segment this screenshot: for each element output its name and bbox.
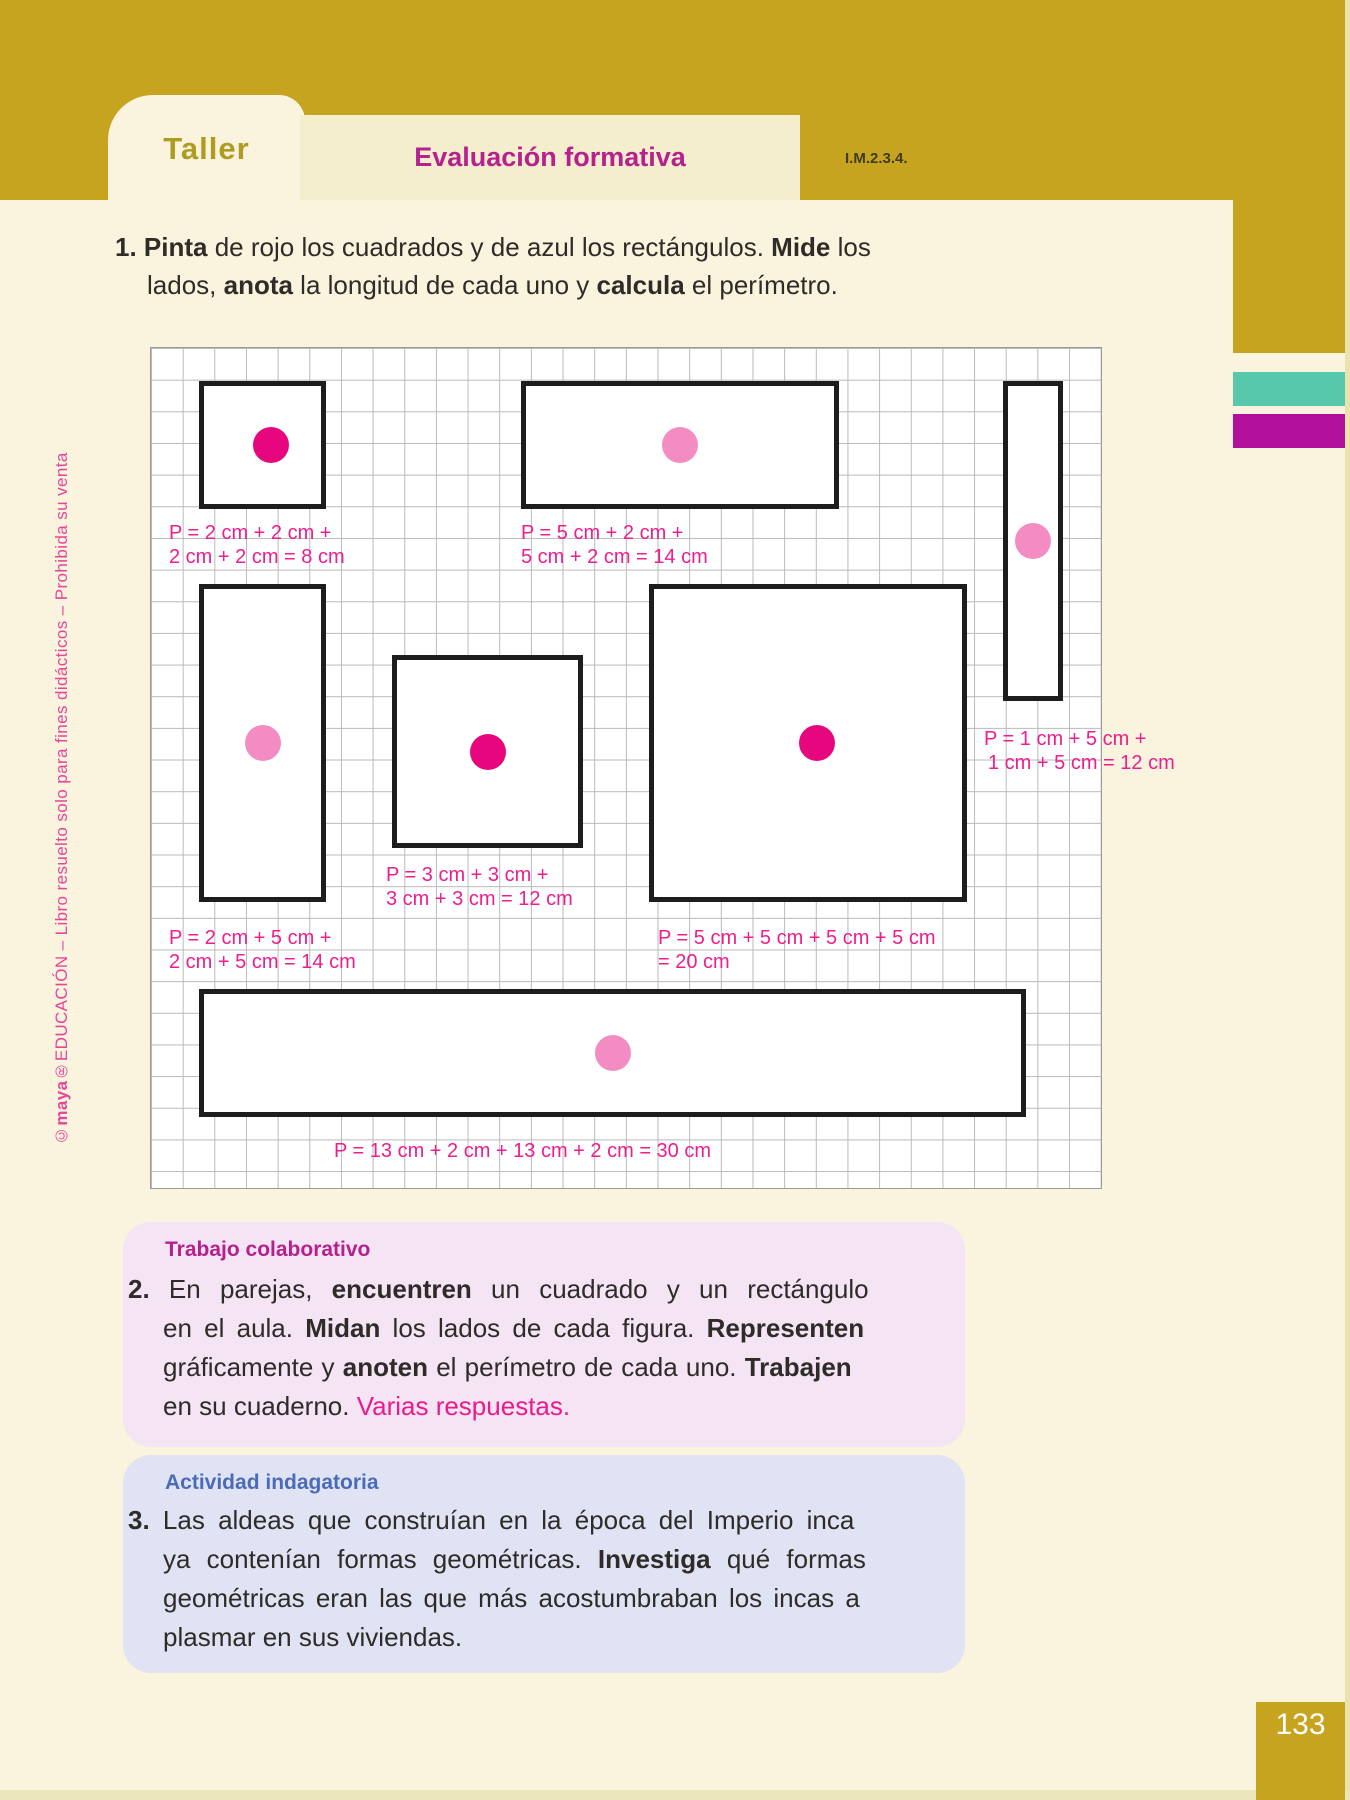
purple-index-bar bbox=[1233, 414, 1345, 448]
exercise3-line1: 3. Las aldeas que construían en la época del Imperio inca bbox=[128, 1505, 855, 1535]
exercise1-number: 1. bbox=[115, 232, 137, 262]
exercise2-line2: en el aula. Midan los lados de cada figura. Representen bbox=[163, 1313, 865, 1343]
section-band-label: Evaluación formativa bbox=[414, 142, 686, 172]
copyright-sidebar-text: ©maya®EDUCACIÓN – Libro resuelto solo para fines didácticos – Prohibida su venta bbox=[52, 452, 71, 1145]
page-number-block bbox=[1256, 1702, 1345, 1800]
paint-dot-light-pink bbox=[662, 427, 698, 463]
exercise2-number: 2. bbox=[128, 1274, 150, 1304]
shape-square-3cm[interactable] bbox=[392, 655, 583, 848]
perimeter-label-rect-2x5: P = 2 cm + 5 cm + 2 cm + 5 cm = 14 cm bbox=[169, 927, 356, 973]
paint-dot-light-pink bbox=[245, 725, 281, 761]
inquiry-activity-title: Actividad indagatoria bbox=[165, 1471, 379, 1494]
publisher-logo-text: maya bbox=[52, 1080, 71, 1126]
paint-dot-light-pink bbox=[1015, 523, 1051, 559]
shape-rect-5x2[interactable] bbox=[521, 381, 839, 509]
header-gold-right-block bbox=[1233, 0, 1345, 353]
exercise3-line2: ya contenían formas geométricas. Investiga qué formas bbox=[163, 1544, 866, 1574]
perimeter-label-rect-5x2: P = 5 cm + 2 cm + 5 cm + 2 cm = 14 cm bbox=[521, 522, 708, 568]
exercise1-line1: 1. Pinta de rojo los cuadrados y de azul los rectángulos. Mide los bbox=[115, 232, 871, 262]
squared-grid bbox=[150, 347, 1175, 1189]
perimeter-label-square-5cm: P = 5 cm + 5 cm + 5 cm + 5 cm = 20 cm bbox=[658, 927, 936, 973]
exercise3-line4: plasmar en sus viviendas. bbox=[163, 1622, 463, 1652]
paint-dot-light-pink bbox=[595, 1035, 631, 1071]
bottom-edge-strip bbox=[0, 1790, 1350, 1800]
page-number: 133 bbox=[1275, 1708, 1326, 1741]
shape-square-5cm[interactable] bbox=[649, 584, 967, 902]
tab-taller-label: Taller bbox=[163, 131, 250, 166]
exercise2-line1: 2. En parejas, encuentren un cuadrado y un rectángulo bbox=[128, 1274, 869, 1304]
curriculum-code: I.M.2.3.4. bbox=[845, 150, 908, 167]
exercise2-line3: gráficamente y anoten el perímetro de cada uno. Trabajen bbox=[163, 1352, 852, 1382]
section-band bbox=[300, 115, 800, 200]
perimeter-label-square-2cm: P = 2 cm + 2 cm + 2 cm + 2 cm = 8 cm bbox=[169, 522, 345, 568]
exercise3-line3: geométricas eran las que más acostumbraban los incas a bbox=[163, 1583, 860, 1613]
exercise2-line4: en su cuaderno. Varias respuestas. bbox=[163, 1391, 571, 1421]
teal-index-bar bbox=[1233, 372, 1345, 406]
perimeter-label-rect-1x5: P = 1 cm + 5 cm + 1 cm + 5 cm = 12 cm bbox=[984, 728, 1175, 774]
exercise1-line2: lados, anota la longitud de cada uno y calcula el perímetro. bbox=[147, 270, 838, 300]
exercise3-number: 3. bbox=[128, 1505, 150, 1535]
perimeter-label-square-3cm: P = 3 cm + 3 cm + 3 cm + 3 cm = 12 cm bbox=[386, 864, 573, 910]
shape-square-2cm[interactable] bbox=[199, 381, 326, 509]
collaborative-work-title: Trabajo colaborativo bbox=[165, 1238, 371, 1261]
shape-rect-13x2[interactable] bbox=[199, 989, 1026, 1117]
paint-dot-dark-pink bbox=[253, 427, 289, 463]
answer-note: Varias respuestas. bbox=[356, 1391, 571, 1421]
shape-rect-2x5[interactable] bbox=[199, 584, 326, 902]
perimeter-label-rect-13x2: P = 13 cm + 2 cm + 13 cm + 2 cm = 30 cm bbox=[334, 1140, 712, 1162]
shape-rect-1x5[interactable] bbox=[1003, 381, 1063, 701]
tab-taller bbox=[108, 95, 305, 203]
paint-dot-dark-pink bbox=[470, 734, 506, 770]
page-edge-stripe bbox=[1345, 0, 1350, 1800]
paint-dot-dark-pink bbox=[799, 725, 835, 761]
